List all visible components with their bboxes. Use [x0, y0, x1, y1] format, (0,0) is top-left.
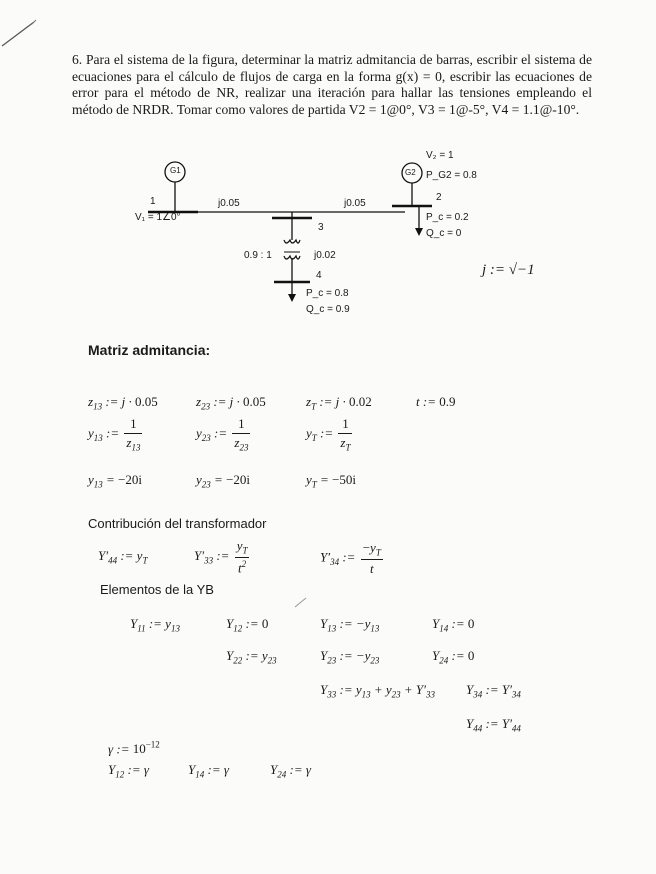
- def-Y22: $Y_{22}$ := $y_{23}$: [226, 648, 277, 666]
- def-Y14-gamma: $Y_{14}$ := γ: [188, 762, 229, 780]
- def-z13: $z_{13}$ := j · 0.05: [88, 394, 158, 412]
- bus4-pc: P_c = 0.8: [306, 288, 349, 299]
- bus2-voltage: V₂ = 1: [426, 150, 454, 161]
- z13-value: 0.05: [135, 394, 158, 409]
- result-yT: $y_T = -50i$: [306, 472, 357, 490]
- def-Y12-gamma: $Y_{12}$ := γ: [108, 762, 149, 780]
- bus3-number: 3: [318, 222, 324, 233]
- j-definition: j := √−1: [482, 262, 535, 278]
- z23-value: 0.05: [243, 394, 266, 409]
- y13-value: −20i: [118, 472, 143, 487]
- bus1-voltage: V₁ = 1∠0°: [135, 212, 181, 223]
- def-Y33: $Y_{33}$ := $y_{13} + y_{23} + Y'_{33}$: [320, 682, 436, 700]
- result-y23: $y_{23} = -20i$: [196, 472, 251, 490]
- def-Y14: $Y_{14}$ := 0: [432, 616, 475, 634]
- def-yT: $y_T$ := $\frac{1}{z_T}$: [306, 416, 351, 453]
- y23-value: −20i: [226, 472, 251, 487]
- bus2-qc: Q_c = 0: [426, 228, 462, 239]
- bus2-pg: P_G2 = 0.8: [426, 170, 477, 181]
- zT-value: 0.02: [349, 394, 372, 409]
- bus2-number: 2: [436, 192, 442, 203]
- bus4-load-arrow: [288, 294, 296, 302]
- gamma-exponent: −12: [145, 740, 160, 750]
- def-t: t := 0.9: [416, 394, 456, 409]
- bus2-pc: P_c = 0.2: [426, 212, 469, 223]
- def-Y34: $Y_{34}$ := $Y'_{34}$: [466, 682, 521, 700]
- def-Y24-gamma: $Y_{24}$ := γ: [270, 762, 311, 780]
- transformer-primary-coil: [284, 240, 300, 243]
- def-Y23: $Y_{23}$ := $-y_{23}$: [320, 648, 380, 666]
- result-y13: $y_{13} = -20i$: [88, 472, 143, 490]
- def-Y12: $Y_{12}$ := 0: [226, 616, 269, 634]
- def-Y11: $Y_{11}$ := $y_{13}$: [130, 616, 180, 634]
- transformer-impedance: j0.02: [314, 250, 336, 261]
- t-value: 0.9: [439, 394, 456, 409]
- def-y13: $y_{13}$ := $\frac{1}{z_{13}}$: [88, 416, 141, 453]
- problem-text: Para el sistema de la figura, determinar la matriz admitancia de barras, escribir el sistema de ecuaciones para el cálculo de flujos de carga en la forma g(x) = 0, escribir las ecuaciones de error para el método de NR, realizar una iteración para hallar las tensiones empleando el método de NRDR. Tomar como valores de partida V2 = 1@0°, V3 = 1@-5°, V4 = 1.1@-10°.: [72, 52, 592, 117]
- def-zT: $z_T$ := j · 0.02: [306, 394, 372, 412]
- problem-number: 6.: [72, 52, 83, 67]
- transformer-ratio: 0.9 : 1: [244, 250, 272, 261]
- power-system-diagram: [0, 0, 656, 330]
- bus4-qc: Q_c = 0.9: [306, 304, 350, 315]
- bus4-number: 4: [316, 270, 322, 281]
- section-admittance-heading: Matriz admitancia:: [88, 342, 211, 358]
- line13-impedance: j0.05: [218, 198, 240, 209]
- line23-impedance: j0.05: [344, 198, 366, 209]
- section-elements-heading: Elementos de la YB: [100, 582, 214, 597]
- def-Y24: $Y_{24}$ := 0: [432, 648, 475, 666]
- g1-label: G1: [170, 166, 181, 175]
- def-Y34-prime: $Y'_{34}$ := $\frac{-y_T}{t}$: [320, 540, 381, 576]
- def-Y44-prime: $Y'_{44}$ := $y_T$: [98, 548, 148, 566]
- g2-label: G2: [405, 168, 416, 177]
- def-Y44: $Y_{44}$ := $Y'_{44}$: [466, 716, 521, 734]
- bus2-load-arrow: [415, 228, 423, 236]
- section-transformer-heading: Contribución del transformador: [88, 516, 267, 531]
- def-gamma: γ := $10^{-12}$: [108, 740, 160, 757]
- def-y23: $y_{23}$ := $\frac{1}{z_{23}}$: [196, 416, 249, 453]
- def-Y13: $Y_{13}$ := $-y_{13}$: [320, 616, 380, 634]
- def-Y33-prime: $Y'_{33}$ := $\frac{y_T}{t^2}$: [194, 538, 248, 575]
- def-z23: $z_{23}$ := j · 0.05: [196, 394, 266, 412]
- pencil-tick: [294, 596, 308, 608]
- yT-value: −50i: [332, 472, 357, 487]
- bus1-number: 1: [150, 196, 156, 207]
